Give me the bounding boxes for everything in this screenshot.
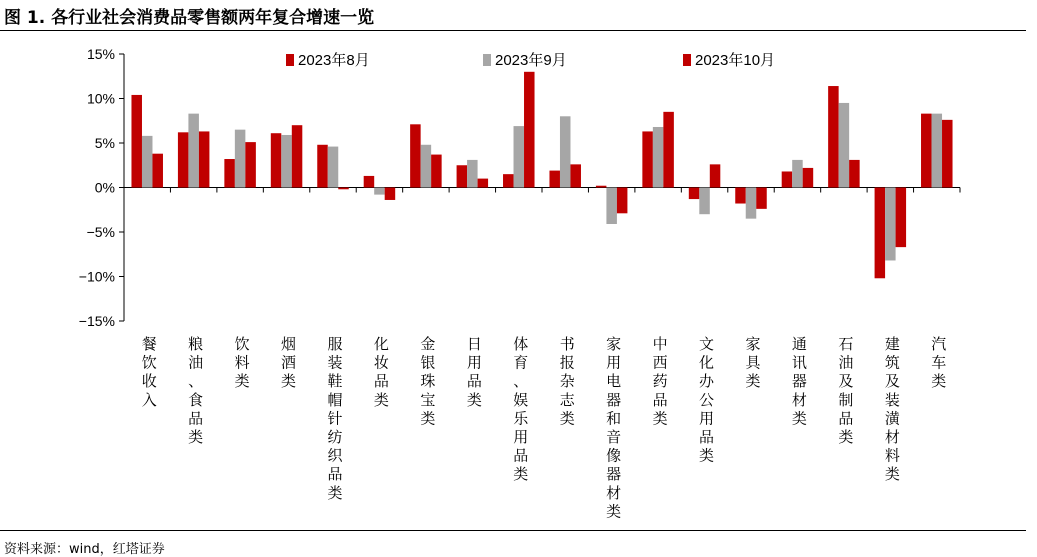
- bar: [803, 168, 814, 188]
- bar: [689, 188, 700, 200]
- category-label: 建筑及装潢材料类: [884, 335, 900, 484]
- bar: [735, 188, 746, 204]
- bar: [606, 188, 617, 224]
- bar: [699, 188, 710, 215]
- y-tick-label: −15%: [78, 313, 115, 329]
- bar: [478, 179, 489, 188]
- bar: [653, 127, 664, 188]
- bar: [596, 186, 607, 188]
- category-label: 中西药品类: [652, 335, 668, 428]
- category-label: 文化办公用品类: [699, 335, 715, 465]
- bar: [828, 86, 839, 187]
- bar: [431, 155, 442, 188]
- bar: [746, 188, 757, 219]
- bar: [281, 135, 292, 188]
- legend-item-3: [683, 51, 775, 69]
- category-label: 日用品类: [466, 335, 482, 409]
- bar: [875, 188, 886, 279]
- category-label: 餐饮收入: [141, 335, 157, 409]
- category-label: 烟酒类: [281, 335, 297, 391]
- category-label: 化妆品类: [373, 335, 389, 409]
- x-axis: [124, 188, 960, 193]
- bar: [131, 95, 142, 188]
- legend-label: 2023年10月: [695, 52, 776, 69]
- bar: [617, 188, 628, 214]
- y-tick-label: 10%: [86, 90, 115, 107]
- source-note: 资料来源：wind，红塔证券: [4, 542, 165, 557]
- category-label: 汽车类: [931, 335, 947, 391]
- figure-title: 图 1. 各行业社会消费品零售额两年复合增速一览: [4, 8, 375, 28]
- bar: [271, 133, 282, 187]
- y-axis: [79, 46, 124, 329]
- legend-item-2: [483, 51, 567, 69]
- bar: [503, 174, 514, 187]
- bar: [224, 159, 235, 187]
- bar: [364, 176, 375, 188]
- bar: [467, 160, 478, 188]
- y-tick-label: 5%: [94, 135, 115, 151]
- y-tick-label: −10%: [78, 268, 115, 285]
- bar: [338, 188, 349, 190]
- bar: [199, 131, 210, 187]
- category-label: 服装鞋帽针纺织品类: [327, 335, 343, 502]
- category-labels: [142, 335, 947, 520]
- bar: [457, 165, 468, 187]
- category-label: 书报杂志类: [559, 335, 575, 428]
- y-tick-label: 15%: [86, 46, 115, 62]
- bar: [932, 114, 943, 188]
- category-label: 粮油、食品类: [188, 335, 204, 446]
- bar: [410, 124, 421, 187]
- bar: [885, 188, 896, 261]
- bar: [849, 160, 860, 188]
- category-label: 体育、娱乐用品类: [513, 335, 529, 484]
- bar: [235, 130, 246, 188]
- category-label: 饮料类: [234, 335, 250, 391]
- bar: [782, 171, 793, 187]
- bar: [514, 126, 525, 187]
- legend-swatch: [683, 54, 691, 66]
- bar: [524, 72, 535, 188]
- legend-label: 2023年8月: [298, 52, 370, 69]
- category-label: 石油及制品类: [838, 335, 854, 446]
- category-label: 金银珠宝类: [420, 335, 436, 428]
- bar: [178, 132, 189, 187]
- bar: [188, 114, 199, 188]
- bar: [292, 125, 303, 187]
- bar: [921, 114, 932, 188]
- bar: [421, 145, 432, 188]
- bottom-rule: [0, 530, 1026, 531]
- legend-label: 2023年9月: [495, 52, 567, 69]
- bar: [710, 164, 721, 187]
- bar: [245, 142, 256, 187]
- bar: [570, 164, 581, 187]
- bar: [317, 145, 328, 188]
- category-label: 家具类: [745, 335, 761, 391]
- bar: [663, 112, 674, 188]
- category-label: 通讯器材类: [791, 335, 807, 428]
- bar: [942, 120, 953, 188]
- bar: [792, 160, 803, 188]
- bar: [756, 188, 767, 209]
- series-2: [142, 103, 942, 261]
- bar: [374, 188, 385, 195]
- bar: [560, 116, 571, 187]
- bar: [642, 131, 653, 187]
- bar: [839, 103, 850, 188]
- legend: [286, 51, 775, 69]
- category-label: 家用电器和音像器材类: [606, 335, 622, 521]
- bar: [385, 188, 396, 200]
- legend-item-1: [286, 51, 370, 69]
- bar-series: [131, 72, 952, 278]
- bar: [152, 154, 163, 188]
- legend-swatch: [483, 54, 491, 66]
- legend-swatch: [286, 54, 294, 66]
- bar: [896, 188, 907, 248]
- bar: [142, 136, 153, 188]
- y-tick-label: −5%: [86, 224, 115, 240]
- bar: [549, 171, 560, 188]
- y-tick-label: 0%: [94, 179, 115, 196]
- bar: [328, 147, 339, 188]
